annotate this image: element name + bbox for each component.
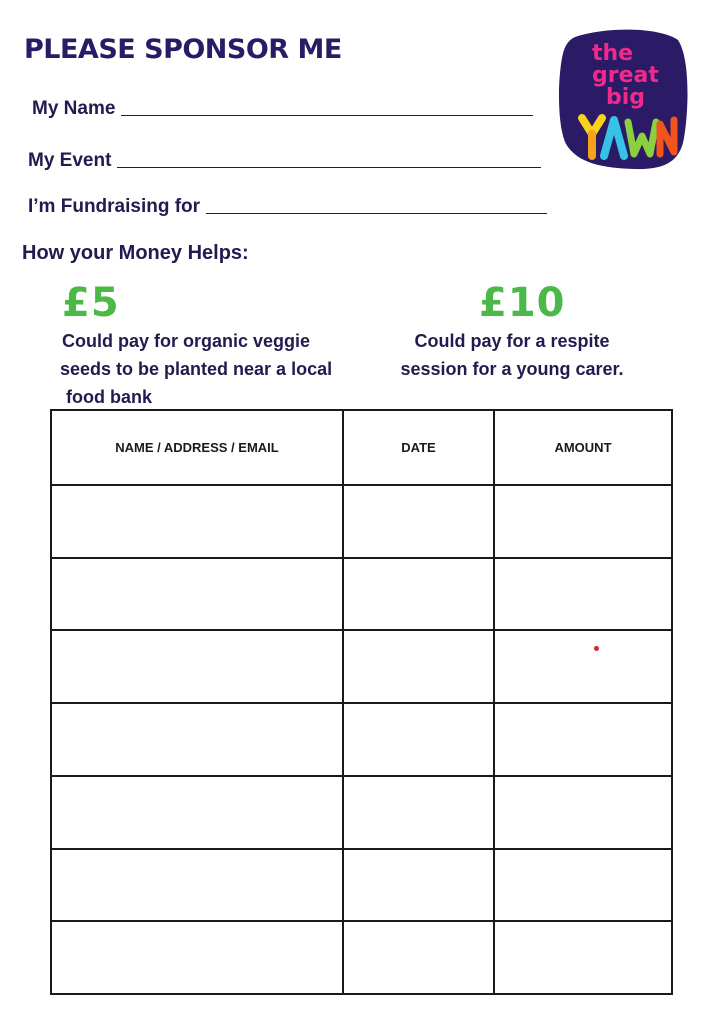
column-header-name: NAME / ADDRESS / EMAIL <box>51 410 343 485</box>
amount-cell[interactable] <box>494 485 672 558</box>
amount-cell[interactable] <box>494 921 672 994</box>
table-row <box>51 630 672 703</box>
logo-graphic <box>556 28 691 173</box>
name-address-email-cell[interactable] <box>51 485 343 558</box>
table-row <box>51 921 672 994</box>
table-row <box>51 776 672 849</box>
logo-word-the: the <box>592 41 634 66</box>
my-event-field <box>28 150 541 172</box>
amount-cell[interactable] <box>494 630 672 703</box>
amount-5-line: Could pay for organic veggie <box>62 331 311 351</box>
my-name-field <box>32 98 533 120</box>
name-address-email-cell[interactable] <box>51 630 343 703</box>
sponsor-table <box>50 409 673 995</box>
logo-word-great: great <box>592 63 659 88</box>
fundraising-for-label: I’m Fundraising for <box>28 196 201 217</box>
amount-10-line: session for a young carer. <box>400 359 624 379</box>
column-header-amount: AMOUNT <box>494 410 672 485</box>
date-cell[interactable] <box>343 630 494 703</box>
name-address-email-cell[interactable] <box>51 776 343 849</box>
my-name-line[interactable] <box>121 114 533 116</box>
the-great-big-yawn-logo <box>556 28 691 173</box>
date-cell[interactable] <box>343 921 494 994</box>
date-cell[interactable] <box>343 849 494 922</box>
name-address-email-cell[interactable] <box>51 703 343 776</box>
name-address-email-cell[interactable] <box>51 849 343 922</box>
table-row <box>51 703 672 776</box>
amount-10: £10 <box>479 280 566 326</box>
table-header-row <box>51 410 672 485</box>
amount-cell[interactable] <box>494 849 672 922</box>
my-name-label: My Name <box>32 98 116 119</box>
amount-5: £5 <box>62 280 120 326</box>
table-row <box>51 849 672 922</box>
my-event-line[interactable] <box>117 166 541 168</box>
fundraising-for-field <box>28 196 547 218</box>
amount-5-line: seeds to be planted near a local <box>60 359 333 379</box>
money-helps-heading: How your Money Helps: <box>22 242 249 264</box>
column-header-date: DATE <box>343 410 494 485</box>
name-address-email-cell[interactable] <box>51 558 343 631</box>
amount-cell[interactable] <box>494 558 672 631</box>
red-ink-dot <box>594 646 599 651</box>
date-cell[interactable] <box>343 485 494 558</box>
fundraising-for-line[interactable] <box>206 212 547 214</box>
page-title: PLEASE SPONSOR ME <box>24 34 342 65</box>
logo-word-big: big <box>606 85 646 110</box>
amount-10-line: Could pay for a respite <box>414 331 610 351</box>
date-cell[interactable] <box>343 558 494 631</box>
amount-cell[interactable] <box>494 703 672 776</box>
sponsor-rows <box>51 485 672 994</box>
table-row <box>51 485 672 558</box>
amount-5-description <box>60 327 332 411</box>
amount-5-line: food bank <box>66 387 152 407</box>
date-cell[interactable] <box>343 703 494 776</box>
my-event-label: My Event <box>28 150 112 171</box>
amount-cell[interactable] <box>494 776 672 849</box>
name-address-email-cell[interactable] <box>51 921 343 994</box>
amount-10-description <box>399 327 625 383</box>
date-cell[interactable] <box>343 776 494 849</box>
table-row <box>51 558 672 631</box>
